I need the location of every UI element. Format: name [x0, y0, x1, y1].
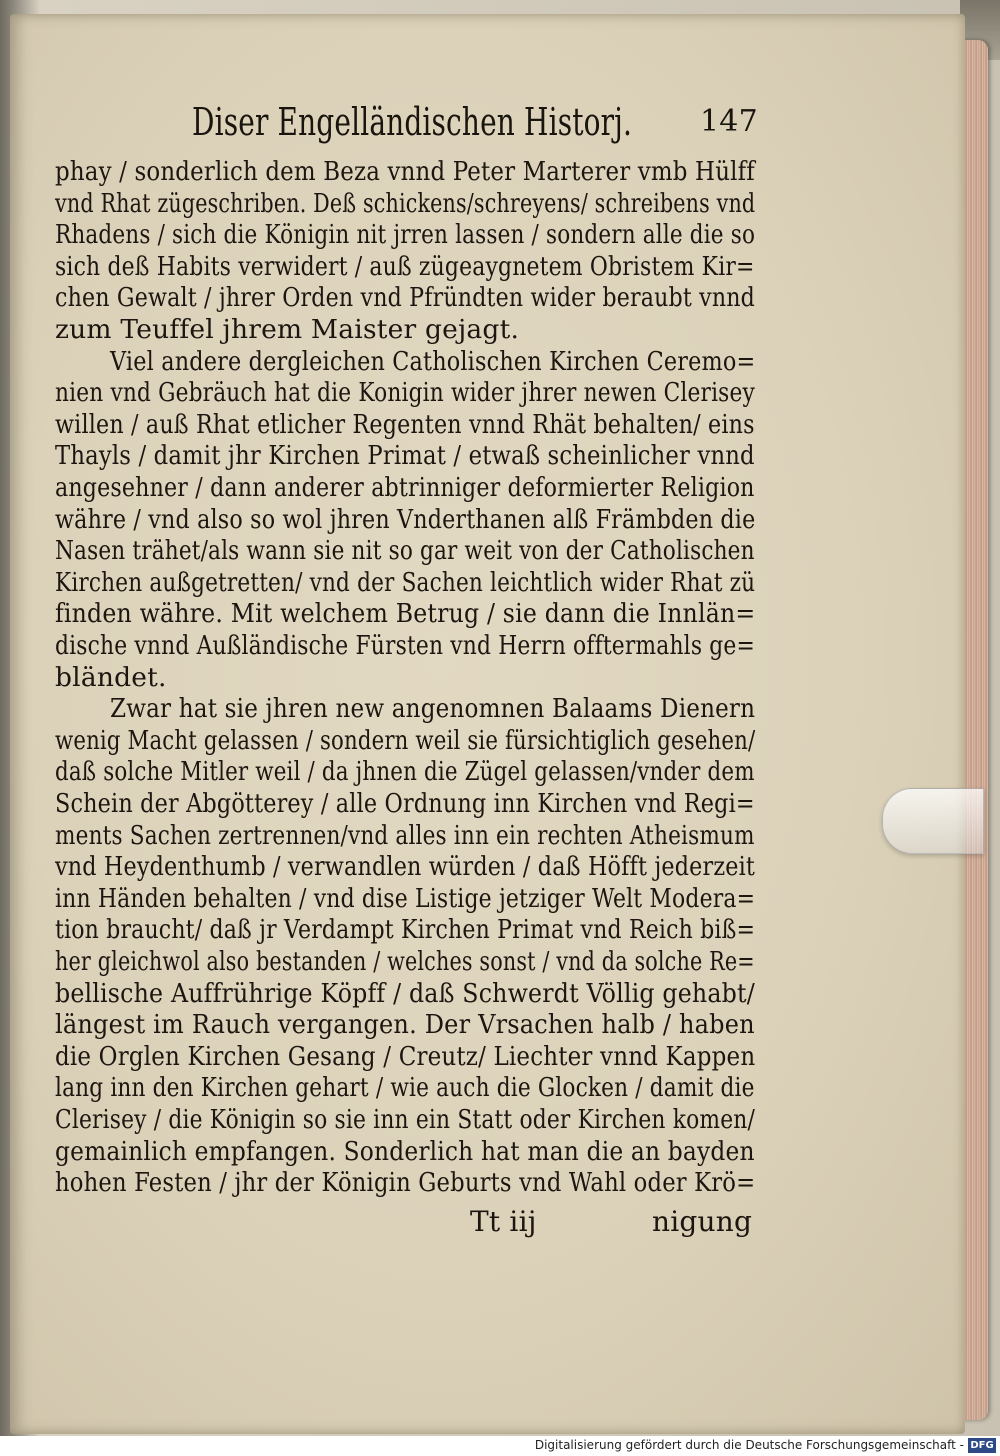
catchword: nigung — [652, 1205, 753, 1238]
text-line: Nasen trähet/als wann sie nit so gar weit von der Catholischen — [55, 535, 755, 567]
text-line: die Orglen Kirchen Gesang / Creutz/ Liechter vnnd Kappen — [55, 1040, 756, 1072]
text-line: Zwar hat sie jhren new angenomnen Balaams Dienern — [110, 693, 756, 725]
text-line: lang inn den Kirchen gehart / wie auch die Glocken / damit die — [55, 1072, 755, 1104]
text-line: sich deß Habits verwidert / auß zügeaygnetem Obristem Kir= — [55, 250, 755, 282]
text-line: angesehner / dann anderer abtrinniger deformierter Religion — [55, 472, 755, 503]
text-line: daß solche Mitler weil / da jhnen die Zügel gelassen/vnder dem — [55, 756, 755, 788]
text-line: vnd Rhat zügeschriben. Deß schickens/schreyens/ schreibens vnd — [55, 187, 756, 219]
text-line: finden währe. Mit welchem Betrug / sie dann die Innlän= — [55, 598, 756, 630]
text-line: längest im Rauch vergangen. Der Vrsachen halb / haben — [55, 1009, 755, 1041]
text-line: bellische Auffrührige Köpff / daß Schwerdt Völlig gehabt/ — [55, 977, 755, 1009]
text-line: hohen Festen / jhr der Königin Geburts vnd Wahl oder Krö= — [55, 1167, 756, 1199]
text-line: willen / auß Rhat etlicher Regenten vnnd Rhät behalten/ eins — [55, 408, 755, 440]
running-head: Diser Engelländischen Historj. — [192, 100, 633, 144]
page-number: 147 — [700, 104, 758, 139]
text-line: chen Gewalt / jhrer Orden vnd Pfründten wider beraubt vnnd — [55, 282, 756, 314]
text-line: Clerisey / die Königin so sie inn ein Statt oder Kirchen komen/ — [55, 1104, 755, 1135]
text-line: ments Sachen zertrennen/vnd alles inn ein rechten Atheismum — [55, 819, 755, 851]
text-line: bländet. — [55, 661, 167, 693]
text-line: tion braucht/ daß jr Verdampt Kirchen Primat vnd Reich biß= — [55, 914, 756, 946]
dfg-logo: DFG — [968, 1438, 996, 1453]
text-line: vnd Heydenthumb / verwandlen würden / daß Höfft jederzeit — [55, 851, 755, 883]
text-line: inn Händen behalten / vnd dise Listige jetziger Welt Modera= — [55, 882, 756, 914]
text-line: zum Teuffel jhrem Maister gejagt. — [55, 314, 520, 345]
text-line: phay / sonderlich dem Beza vnnd Peter Marterer vmb Hülff — [55, 156, 755, 187]
text-line: nien vnd Gebräuch hat die Konigin wider jhrer newen Clerisey — [55, 377, 755, 409]
text-line: her gleichwol also bestanden / welches sonst / vnd da solche Re= — [55, 946, 755, 977]
footer-credit: Digitalisierung gefördert durch die Deutsche Forschungsgemeinschaft - — [534, 1438, 964, 1452]
text-line: dische vnnd Außländische Fürsten vnd Herrn offtermahls ge= — [55, 630, 755, 661]
text-line: wenig Macht gelassen / sondern weil sie fürsichtiglich gesehen/ — [55, 724, 756, 756]
page-holder-clip — [882, 788, 984, 854]
text-line: Schein der Abgötterey / alle Ordnung inn Kirchen vnd Regi= — [55, 788, 755, 819]
text-line: Thayls / damit jhr Kirchen Primat / etwaß scheinlicher vnnd — [55, 440, 755, 472]
text-line: gemainlich empfangen. Sonderlich hat man die an bayden — [55, 1135, 755, 1167]
text-line: Rhadens / sich die Königin nit jrren lassen / sondern alle die so — [55, 219, 756, 251]
signature-mark: Tt iij — [470, 1205, 537, 1238]
text-line: Kirchen außgetretten/ vnd der Sachen leichtlich wider Rhat zü — [55, 566, 756, 598]
text-line: Viel andere dergleichen Catholischen Kirchen Ceremo= — [110, 345, 756, 377]
text-line: währe / vnd also so wol jhren Vnderthanen alß Främbden die — [55, 503, 756, 535]
